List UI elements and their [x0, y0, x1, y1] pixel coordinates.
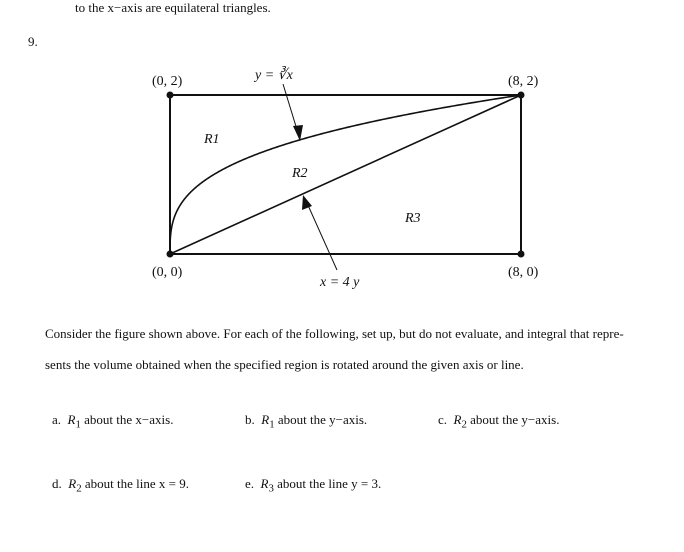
point-label-8-0: (8, 0)	[508, 265, 539, 280]
region-label-r3: R3	[405, 211, 421, 226]
region-label-r2: R2	[292, 166, 308, 181]
part-e: e. $R_3$ about the line y = 3.	[245, 476, 382, 495]
region-label-r1: R1	[204, 132, 220, 147]
intro-line-1: Consider the figure shown above. For each of the following, set up, but do not evaluate, and integral that repre-	[45, 326, 624, 341]
previous-problem-text: to the x−axis are equilateral triangles.	[75, 0, 271, 15]
part-a: a. $R_1$ about the x−axis.	[52, 412, 174, 431]
vertex-point	[167, 251, 174, 258]
point-label-0-0: (0, 0)	[152, 265, 183, 280]
curve-label-pointer	[283, 84, 298, 133]
vertex-point	[167, 92, 174, 99]
line-x-equals-4y	[170, 95, 521, 254]
arrowhead-icon	[302, 195, 312, 210]
vertex-point	[518, 92, 525, 99]
problem-number: 9.	[28, 34, 38, 49]
part-b: b. $R_1$ about the y−axis.	[245, 412, 368, 431]
point-label-8-2: (8, 2)	[508, 74, 539, 89]
vertex-point	[518, 251, 525, 258]
line-label-pointer	[307, 203, 337, 270]
intro-line-2: sents the volume obtained when the specified region is rotated around the given axis or line.	[45, 357, 524, 372]
part-d: d. $R_2$ about the line x = 9.	[52, 476, 189, 495]
part-c: c. $R_2$ about the y−axis.	[438, 412, 560, 431]
curve-label: y = ∛x	[255, 68, 293, 83]
point-label-0-2: (0, 2)	[152, 74, 183, 89]
line-label: x = 4 y	[320, 275, 360, 290]
